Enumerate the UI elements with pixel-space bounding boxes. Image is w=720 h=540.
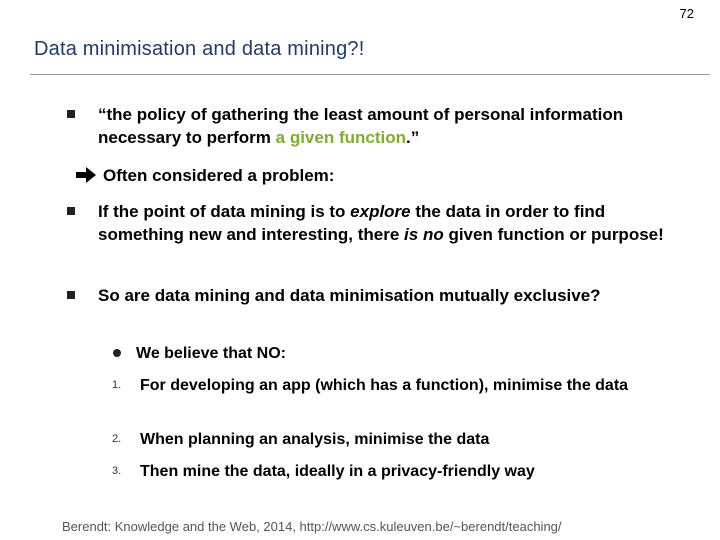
bullet-explore bbox=[98, 200, 673, 246]
square-bullet-icon bbox=[67, 207, 75, 215]
quote-text bbox=[98, 103, 638, 149]
bullet-explore-em1: explore bbox=[350, 202, 411, 221]
square-bullet-icon bbox=[67, 110, 75, 118]
quote-highlight: a given function bbox=[275, 128, 406, 147]
page-number: 72 bbox=[679, 6, 694, 21]
bullet-explore-part2: the data in order to find something new and interesting, there bbox=[98, 202, 606, 244]
bullet-explore-part3: given function or purpose! bbox=[443, 225, 664, 244]
square-bullet-icon bbox=[67, 291, 75, 299]
bullet-exclusive: So are data mining and data minimisation mutually exclusive? bbox=[98, 286, 601, 305]
round-bullet-icon bbox=[113, 349, 121, 357]
sub-bullet-text: We believe that NO: bbox=[136, 345, 286, 362]
right-arrow-icon bbox=[75, 165, 97, 185]
quote-text-start: “the policy of gathering the least amount of personal information necessary to perform bbox=[98, 105, 624, 147]
list-number: 1. bbox=[112, 379, 122, 391]
list-item: When planning an analysis, minimise the data bbox=[140, 431, 490, 448]
bullet-explore-em2: is no bbox=[404, 225, 444, 244]
slide-title: Data minimisation and data mining?! bbox=[34, 38, 365, 60]
arrow-line: Often considered a problem: bbox=[103, 166, 335, 185]
title-divider bbox=[30, 74, 710, 75]
footer-citation: Berendt: Knowledge and the Web, 2014, http://www.cs.kuleuven.be/~berendt/teaching/ bbox=[62, 519, 562, 534]
list-number: 2. bbox=[112, 433, 122, 445]
list-item: For developing an app (which has a function), minimise the data bbox=[140, 377, 629, 394]
list-item: Then mine the data, ideally in a privacy-friendly way bbox=[140, 463, 535, 480]
quote-text-end: .” bbox=[405, 128, 420, 147]
list-number: 3. bbox=[112, 465, 122, 477]
bullet-explore-part1: If the point of data mining is to bbox=[98, 202, 351, 221]
